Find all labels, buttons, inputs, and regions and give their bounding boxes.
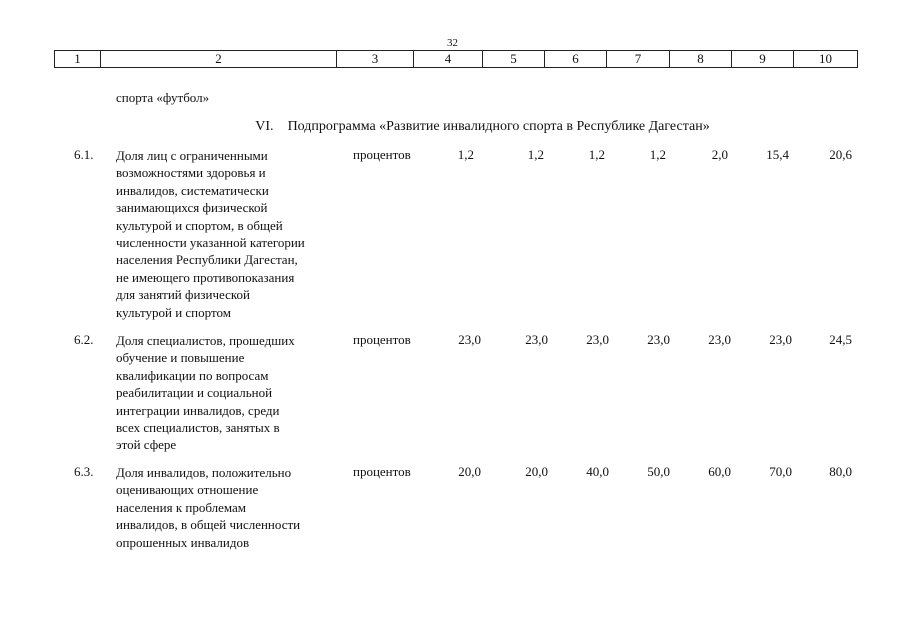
value-col-9: 23,0	[769, 332, 792, 347]
value-col-6: 40,0	[586, 464, 609, 479]
value-col-8: 60,0	[708, 464, 731, 479]
header-col-7: 7	[607, 51, 670, 68]
row-number: 6.3.	[74, 464, 94, 479]
subprogram-title: Подпрограмма «Развитие инвалидного спорта в Республике Дагестан»	[287, 119, 710, 134]
value-col-10: 24,5	[829, 332, 852, 347]
desc-line: обучение и повышение	[116, 350, 245, 366]
value-col-5: 20,0	[525, 464, 548, 479]
indicator-description	[116, 147, 341, 321]
desc-line: этой сфере	[116, 437, 177, 453]
value-col-7: 23,0	[647, 332, 670, 347]
header-col-9: 9	[732, 51, 794, 68]
value-col-8: 23,0	[708, 332, 731, 347]
header-col-8: 8	[670, 51, 732, 68]
value-col-7: 50,0	[647, 464, 670, 479]
subprogram-heading	[0, 119, 905, 135]
desc-line: для занятий физической	[116, 287, 251, 303]
row-number: 6.1.	[74, 147, 94, 162]
indicator-description	[116, 332, 341, 454]
header-col-5: 5	[483, 51, 545, 68]
desc-line: интеграции инвалидов, среди	[116, 402, 280, 418]
subprogram-numeral: VI.	[255, 119, 274, 134]
value-col-4: 20,0	[458, 464, 481, 479]
desc-line: реабилитации и социальной	[116, 385, 273, 401]
value-col-10: 80,0	[829, 464, 852, 479]
continuation-text: спорта «футбол»	[116, 90, 210, 105]
unit: процентов	[353, 332, 411, 347]
desc-line: возможностями здоровья и	[116, 165, 266, 181]
header-col-6: 6	[545, 51, 607, 68]
desc-line: оценивающих отношение	[116, 482, 259, 498]
desc-line: инвалидов, в общей численности	[116, 517, 301, 533]
desc-line: квалификации по вопросам	[116, 367, 269, 383]
unit: процентов	[353, 464, 411, 479]
desc-line: не имеющего противопоказания	[116, 269, 295, 285]
value-col-9: 15,4	[766, 147, 789, 162]
desc-line: населения Республики Дагестан,	[116, 252, 298, 268]
header-col-2: 2	[101, 51, 337, 68]
value-col-8: 2,0	[711, 147, 728, 162]
unit: процентов	[353, 147, 411, 162]
desc-line: опрошенных инвалидов	[116, 534, 250, 550]
value-col-7: 1,2	[649, 147, 666, 162]
header-col-4: 4	[414, 51, 483, 68]
desc-line: численности указанной категории	[116, 235, 305, 251]
value-col-6: 23,0	[586, 332, 609, 347]
row-number: 6.2.	[74, 332, 94, 347]
value-col-5: 1,2	[527, 147, 544, 162]
value-col-4: 1,2	[457, 147, 474, 162]
page-number: 32	[447, 37, 458, 49]
column-number-header	[54, 50, 858, 68]
value-col-4: 23,0	[458, 332, 481, 347]
desc-line: культурой и спортом	[116, 304, 231, 320]
desc-line: населения к проблемам	[116, 499, 247, 515]
header-col-1: 1	[55, 51, 101, 68]
value-col-9: 70,0	[769, 464, 792, 479]
desc-line: Доля инвалидов, положительно	[116, 465, 292, 480]
value-col-10: 20,6	[829, 147, 852, 162]
header-col-3: 3	[337, 51, 414, 68]
desc-line: Доля специалистов, прошедших	[116, 333, 295, 348]
desc-line: культурой и спортом, в общей	[116, 217, 283, 233]
indicator-description	[116, 464, 341, 551]
desc-line: Доля лиц с ограниченными	[116, 148, 268, 163]
desc-line: инвалидов, систематически	[116, 182, 269, 198]
desc-line: всех специалистов, занятых в	[116, 420, 280, 436]
value-col-6: 1,2	[588, 147, 605, 162]
header-col-10: 10	[794, 51, 858, 68]
value-col-5: 23,0	[525, 332, 548, 347]
desc-line: занимающихся физической	[116, 200, 268, 216]
